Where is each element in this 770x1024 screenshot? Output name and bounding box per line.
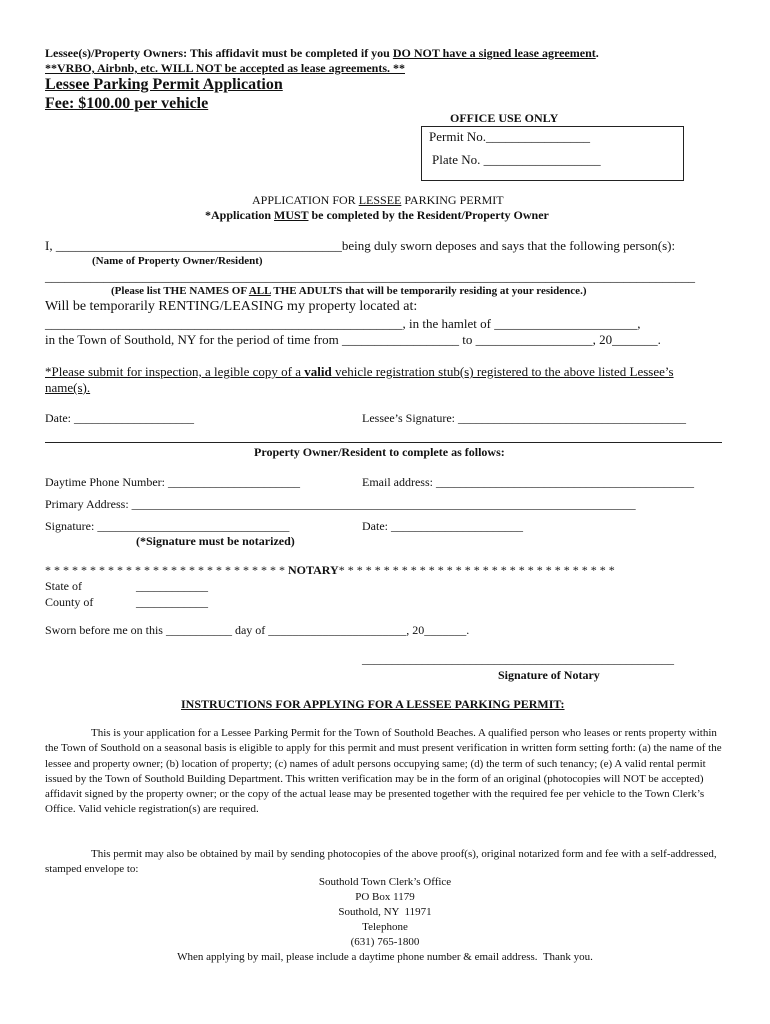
header-notice [45, 46, 599, 61]
notary-stars-left: * * * * * * * * * * * * * * * * * * * * * * * * * * * [45, 563, 285, 577]
notary-signature-label: Signature of Notary [498, 668, 600, 682]
clerk-telephone-number: (631) 765-1800 [350, 936, 420, 948]
county-label: County of [45, 595, 94, 609]
sworn-line[interactable]: Sworn before me on this ___________ day of _______________________, 20_______. [45, 623, 470, 637]
instructions-paragraph-2: This permit may also be obtained by mail by sending photocopies of the above proof(s), original notarized form and fee with a self-addressed, stamped envelope to: [45, 848, 717, 876]
header-notice-post: . [595, 46, 599, 60]
inspection-note-post: vehicle registration stub(s) registered to the above listed Lessee’s [331, 364, 674, 379]
header-notice-underlined: DO NOT have a signed lease agreement [392, 46, 596, 60]
application-heading [252, 193, 504, 208]
county-field[interactable]: ____________ [136, 595, 208, 609]
owner-name-line[interactable]: I, ____________________________________________being duly sworn deposes and says that the following person(s): [45, 238, 676, 253]
notary-separator [45, 563, 615, 578]
clerk-city: Southold, NY 11971 [338, 906, 432, 918]
closing-note: When applying by mail, please include a daytime phone number & email address. Thank you. [177, 951, 593, 963]
notary-stars-right: * * * * * * * * * * * * * * * * * * * * * * * * * * * * * * * [338, 563, 615, 577]
property-address-line[interactable]: _______________________________________________________, in the hamlet of ______________________, [45, 316, 641, 331]
clerk-telephone-label: Telephone [362, 921, 408, 933]
instructions-heading: INSTRUCTIONS FOR APPLYING FOR A LESSEE PARKING PERMIT: [181, 697, 565, 711]
adults-caption-pre: (Please list THE NAMES OF [111, 285, 249, 297]
application-sub-pre: *Application [205, 208, 275, 222]
renting-statement: Will be temporarily RENTING/LEASING my property located at: [45, 299, 418, 314]
owner-signature-field[interactable]: Signature: ________________________________ [45, 519, 290, 533]
clerk-office-name: Southold Town Clerk’s Office [318, 876, 452, 888]
header-notice-pre: Lessee(s)/Property Owners: This affidavit must be completed if you [45, 46, 393, 60]
inspection-note-line1 [45, 364, 674, 380]
page-title: Lessee Parking Permit Application [45, 76, 283, 93]
application-heading-pre: APPLICATION FOR [252, 193, 359, 207]
clerk-po-box: PO Box 1179 [355, 891, 415, 903]
inspection-note-bold: valid [304, 364, 332, 379]
rental-period-line[interactable]: in the Town of Southold, NY for the period of time from __________________ to __________________, 20_______. [45, 332, 661, 347]
section-divider [45, 442, 722, 443]
daytime-phone-field[interactable]: Daytime Phone Number: ______________________ [45, 475, 300, 489]
plate-no-field[interactable]: Plate No. __________________ [432, 152, 601, 167]
email-field[interactable]: Email address: ___________________________________________ [362, 475, 694, 489]
adults-names-caption [111, 285, 586, 297]
notarized-note: (*Signature must be notarized) [136, 534, 295, 548]
inspection-note-line2: name(s). [45, 380, 91, 395]
primary-address-field[interactable]: Primary Address: ____________________________________________________________________________________ [45, 497, 636, 511]
fee-line: Fee: $100.00 per vehicle [45, 95, 209, 112]
instructions-paragraph-1: This is your application for a Lessee Parking Permit for the Town of Southold Beaches. A qualified person who leases or rents property within the Town of Southold on a seasonal basis is eligible to apply for this permit and must present verification in written form setting forth: (a) the name of the lessee and property owner; (b) location of property; (c) names of adult persons occupying same; (d) the term of such tenancy; (e) A valid rental permit issued by the Town of Southold Building Department. This written verification may be in the form of an original (photocopies will NOT be accepted) affidavit signed by the property owner; or the copy of the actual lease may be presented together with the required fee per vehicle to the Town Clerk’s Office. Valid vehicle registration(s) are required. [45, 727, 722, 816]
office-use-heading: OFFICE USE ONLY [450, 111, 559, 125]
adults-caption-post: THE ADULTS that will be temporarily residing at your residence.) [270, 285, 587, 297]
application-heading-post: PARKING PERMIT [401, 193, 504, 207]
notary-signature-line[interactable]: ____________________________________________________ [362, 652, 674, 666]
header-vrbo-note: **VRBO, Airbnb, etc. WILL NOT be accepted as lease agreements. ** [45, 61, 405, 75]
notary-label: NOTARY [288, 563, 339, 577]
application-sub-underlined: MUST [274, 208, 309, 222]
adults-caption-underlined: ALL [248, 285, 271, 297]
application-sub-post: be completed by the Resident/Property Owner [308, 208, 549, 222]
application-heading-underlined: LESSEE [358, 193, 402, 207]
owner-name-caption: (Name of Property Owner/Resident) [92, 255, 263, 267]
application-subheading [205, 208, 549, 223]
permit-no-field[interactable]: Permit No.________________ [429, 129, 591, 144]
adults-names-line[interactable]: ____________________________________________________________________________________________________ [45, 269, 695, 284]
state-field[interactable]: ____________ [136, 579, 208, 593]
lessee-signature-field[interactable]: Lessee’s Signature: ______________________________________ [362, 411, 686, 425]
inspection-note-pre: *Please submit for inspection, a legible copy of a [45, 364, 305, 379]
owner-section-heading: Property Owner/Resident to complete as follows: [254, 445, 505, 459]
state-label: State of [45, 579, 82, 593]
owner-date-field[interactable]: Date: ______________________ [362, 519, 523, 533]
application-date-field[interactable]: Date: ____________________ [45, 411, 194, 425]
